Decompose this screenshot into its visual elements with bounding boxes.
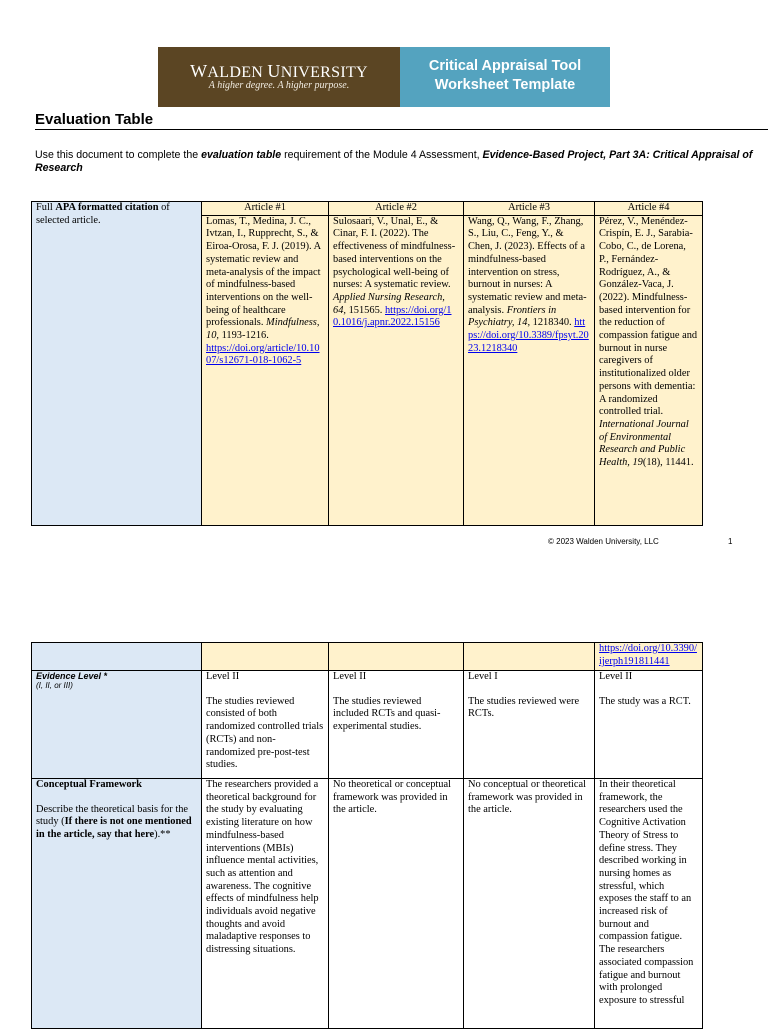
evidence-article-4: Level II The study was a RCT. bbox=[595, 671, 703, 779]
citation-article-4: Pérez, V., Menéndez-Crispín, E. J., Sarabia-Cobo, C., de Lorena, P., Fernández-Rodríguez, A., & González-Vaca, J. (2022). Mindfulness-based intervention for the reduction of compassion fatigue and burnout in nurse caregivers of institutionalized older persons with dementia: A randomized controlled trial. International Journal of Environmental Research and Public Health, 19(18), 11441. bbox=[595, 215, 703, 525]
framework-article-1: The researchers provided a theoretical background for the study by evaluating existing literature on how mindfulness-based interventions (MBIs) influence mental activities, such as attention and awareness. The cognitive effects of mindfulness help individuals avoid negative thoughts and avoid maladaptive responses to distressing situations. bbox=[202, 779, 329, 1029]
document-title-line2: Worksheet Template bbox=[434, 77, 576, 93]
evaluation-table-part1 bbox=[31, 201, 703, 526]
logo-tagline: A higher degree. A higher purpose. bbox=[208, 80, 350, 91]
doi-link-article-4[interactable]: https://doi.org/10.3390/ijerph191811441 bbox=[599, 643, 697, 667]
framework-article-2: No theoretical or conceptual framework was provided in the article. bbox=[329, 779, 464, 1029]
evidence-article-2: Level II The studies reviewed included RCTs and quasi-experimental studies. bbox=[329, 671, 464, 779]
citation-article-3: Wang, Q., Wang, F., Zhang, S., Liu, C., Feng, Y., & Chen, J. (2023). Effects of a mindfulness-based intervention on stress, burnout in nurses: A systematic review and meta-analysis. Frontiers in Psychiatry, 14, 1218340. https://doi.org/10.3389/fpsyt.2023.1218340 bbox=[464, 215, 595, 525]
evidence-level-value: Level II bbox=[333, 671, 367, 682]
header-banner bbox=[158, 47, 610, 107]
page-number: 1 bbox=[728, 537, 733, 546]
continuation-article-3 bbox=[464, 643, 595, 671]
continuation-article-4 bbox=[595, 643, 703, 671]
document-title bbox=[400, 47, 610, 107]
header-article-2: Article #2 bbox=[329, 202, 464, 216]
evidence-article-1: Level II The studies reviewed consisted of both randomized controlled trials (RCTs) and non-randomized pre-post-test studies. bbox=[202, 671, 329, 779]
doi-link-article-3[interactable]: https://doi.org/10.3389/fpsyt.2023.1218340 bbox=[468, 317, 589, 354]
continuation-label-cell bbox=[32, 643, 202, 671]
evaluation-table-part2 bbox=[31, 642, 703, 1029]
header-article-3: Article #3 bbox=[464, 202, 595, 216]
conceptual-framework-label: Conceptual Framework Describe the theoretical basis for the study (If there is not one mentioned in the article, say that here).** bbox=[32, 779, 202, 1029]
framework-article-4: In their theoretical framework, the researchers used the Cognitive Activation Theory of Stress to define stress. They described working in nursing homes as stressful, which exposes the staff to an increased risk of burnout and compassion fatigue. The researchers associated compassion fatigue and burnout with prolonged exposure to stressful bbox=[595, 779, 703, 1029]
walden-logo bbox=[158, 47, 400, 107]
framework-article-3: No conceptual or theoretical framework was provided in the article. bbox=[464, 779, 595, 1029]
intro-paragraph: Use this document to complete the evaluation table requirement of the Module 4 Assessment, Evidence-Based Project, Part 3A: Critical Appraisal of Research bbox=[35, 149, 753, 174]
continuation-article-1 bbox=[202, 643, 329, 671]
evidence-level-label: Evidence Level * (I, II, or III) bbox=[32, 671, 202, 779]
evidence-article-3: Level I The studies reviewed were RCTs. bbox=[464, 671, 595, 779]
logo-wordmark: WALDEN UNIVERSITY bbox=[190, 61, 368, 81]
doi-link-article-2[interactable]: https://doi.org/10.1016/j.apnr.2022.15156 bbox=[333, 304, 452, 329]
section-title: Evaluation Table bbox=[35, 111, 154, 128]
document-title-line1: Critical Appraisal Tool bbox=[428, 58, 582, 74]
evidence-level-value: Level I bbox=[468, 671, 498, 682]
copyright-footer: © 2023 Walden University, LLC bbox=[548, 537, 659, 546]
citation-row-label: Full APA formatted citation of selected article. bbox=[32, 202, 202, 526]
title-rule bbox=[35, 129, 768, 130]
header-article-4: Article #4 bbox=[595, 202, 703, 216]
header-article-1: Article #1 bbox=[202, 202, 329, 216]
citation-article-1: Lomas, T., Medina, J. C., Ivtzan, I., Rupprecht, S., & Eiroa-Orosa, F. J. (2019). A systematic review and meta-analysis of the impact of mindfulness-based interventions on the well-being of healthcare professionals. Mindfulness, 10, 1193-1216. https://doi.org/article/10.1007/s12671-018-1062-5 bbox=[202, 215, 329, 525]
citation-article-2: Sulosaari, V., Unal, E., & Cinar, F. I. (2022). The effectiveness of mindfulness-based interventions on the psychological well-being of nurses: A systematic review. Applied Nursing Research, 64, 151565. https://doi.org/10.1016/j.apnr.2022.15156 bbox=[329, 215, 464, 525]
evidence-level-value: Level II bbox=[599, 671, 633, 682]
continuation-article-2 bbox=[329, 643, 464, 671]
doi-link-article-1[interactable]: https://doi.org/article/10.1007/s12671-018-1062-5 bbox=[206, 342, 320, 367]
evidence-level-value: Level II bbox=[206, 671, 240, 682]
